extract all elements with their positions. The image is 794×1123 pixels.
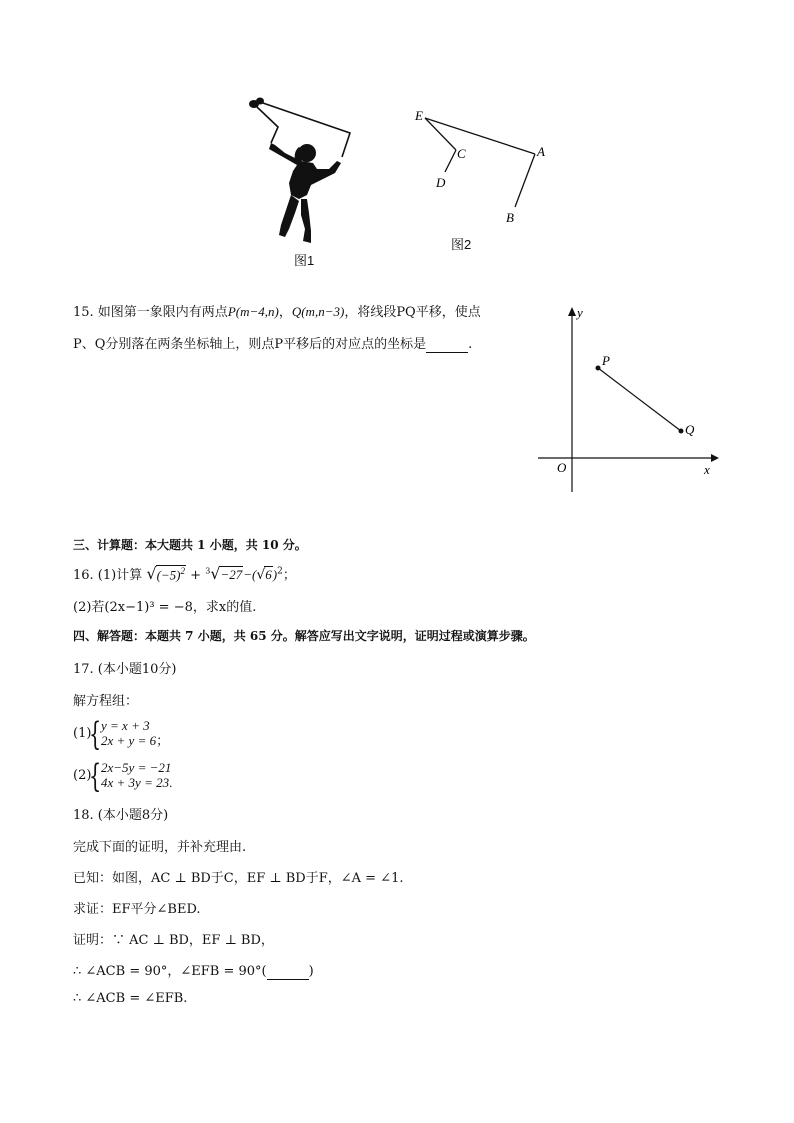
- q16-part-2: (2)若(2x−1)³ = −8，求x的值.: [73, 600, 257, 615]
- label-x: x: [704, 462, 710, 477]
- q17-intro: 解方程组：: [73, 694, 139, 709]
- q16-part-1: 16. (1)计算 $√(-5)^2 + ^3√-27-(√6)^2$；: [73, 564, 296, 583]
- point-p: [596, 366, 601, 371]
- section-3-heading: 三、计算题：本大题共 1 小题，共 10 分。: [73, 538, 307, 552]
- segment-cd: [445, 150, 456, 172]
- rope-line-left: [257, 107, 278, 143]
- y-axis-arrow-icon: [568, 307, 576, 316]
- q17-system-1: (1) { y = x + 3 2x + y = 6；: [73, 715, 170, 753]
- point-label-a: A: [537, 144, 545, 159]
- point-q: [679, 429, 684, 434]
- figure-1-rope-skipper: [245, 95, 360, 245]
- point-label-b: B: [506, 210, 514, 225]
- segment-ab: [515, 154, 535, 207]
- reason-blank[interactable]: [267, 964, 309, 980]
- skipper-silhouette: [269, 143, 341, 243]
- q18-proof-3: ∴ ∠ACB = ∠EFB.: [73, 991, 188, 1006]
- segment-ea: [425, 118, 535, 154]
- q18-proof-2: ∴ ∠ACB = 90°，∠EFB = 90°( ): [73, 964, 314, 979]
- label-origin: O: [557, 460, 567, 475]
- point-label-d: D: [436, 175, 446, 190]
- label-q: Q: [685, 422, 695, 437]
- q15-coordinate-graph: [530, 300, 730, 500]
- answer-blank[interactable]: [426, 337, 468, 353]
- label-y: y: [577, 305, 583, 320]
- q17-system-2: (2) { 2x−5y = −21 4x + 3y = 23.: [73, 757, 173, 795]
- point-label-e: E: [415, 108, 423, 123]
- figure-2-diagram: [410, 102, 560, 230]
- q15-line-1: 15. 如图第一象限内有两点P(m−4,n)，Q(m,n−3)，将线段PQ平移，使点: [73, 304, 481, 320]
- q18-given: 已知：如图，AC ⊥ BD于C，EF ⊥ BD于F，∠A = ∠1.: [73, 871, 404, 886]
- q18-intro: 完成下面的证明，并补充理由.: [73, 840, 247, 855]
- q18-title: 18. (本小题8分): [73, 808, 169, 823]
- label-p: P: [602, 353, 610, 368]
- q18-prove: 求证：EF平分∠BED.: [73, 902, 201, 917]
- point-label-c: C: [457, 146, 466, 161]
- x-axis-arrow-icon: [711, 454, 719, 462]
- q17-title: 17. (本小题10分): [73, 662, 177, 677]
- q15-line-2: P、Q分别落在两条坐标轴上，则点P平移后的对应点的坐标是 .: [73, 337, 473, 352]
- q18-proof-1: 证明：∵ AC ⊥ BD，EF ⊥ BD，: [73, 933, 274, 948]
- figure-2-caption: 图2: [451, 237, 472, 252]
- segment-pq: [598, 368, 681, 431]
- section-4-heading: 四、解答题：本题共 7 小题，共 65 分。解答应写出文字说明，证明过程或演算步骤。: [73, 629, 535, 643]
- figure-1-caption: 图1: [294, 253, 315, 268]
